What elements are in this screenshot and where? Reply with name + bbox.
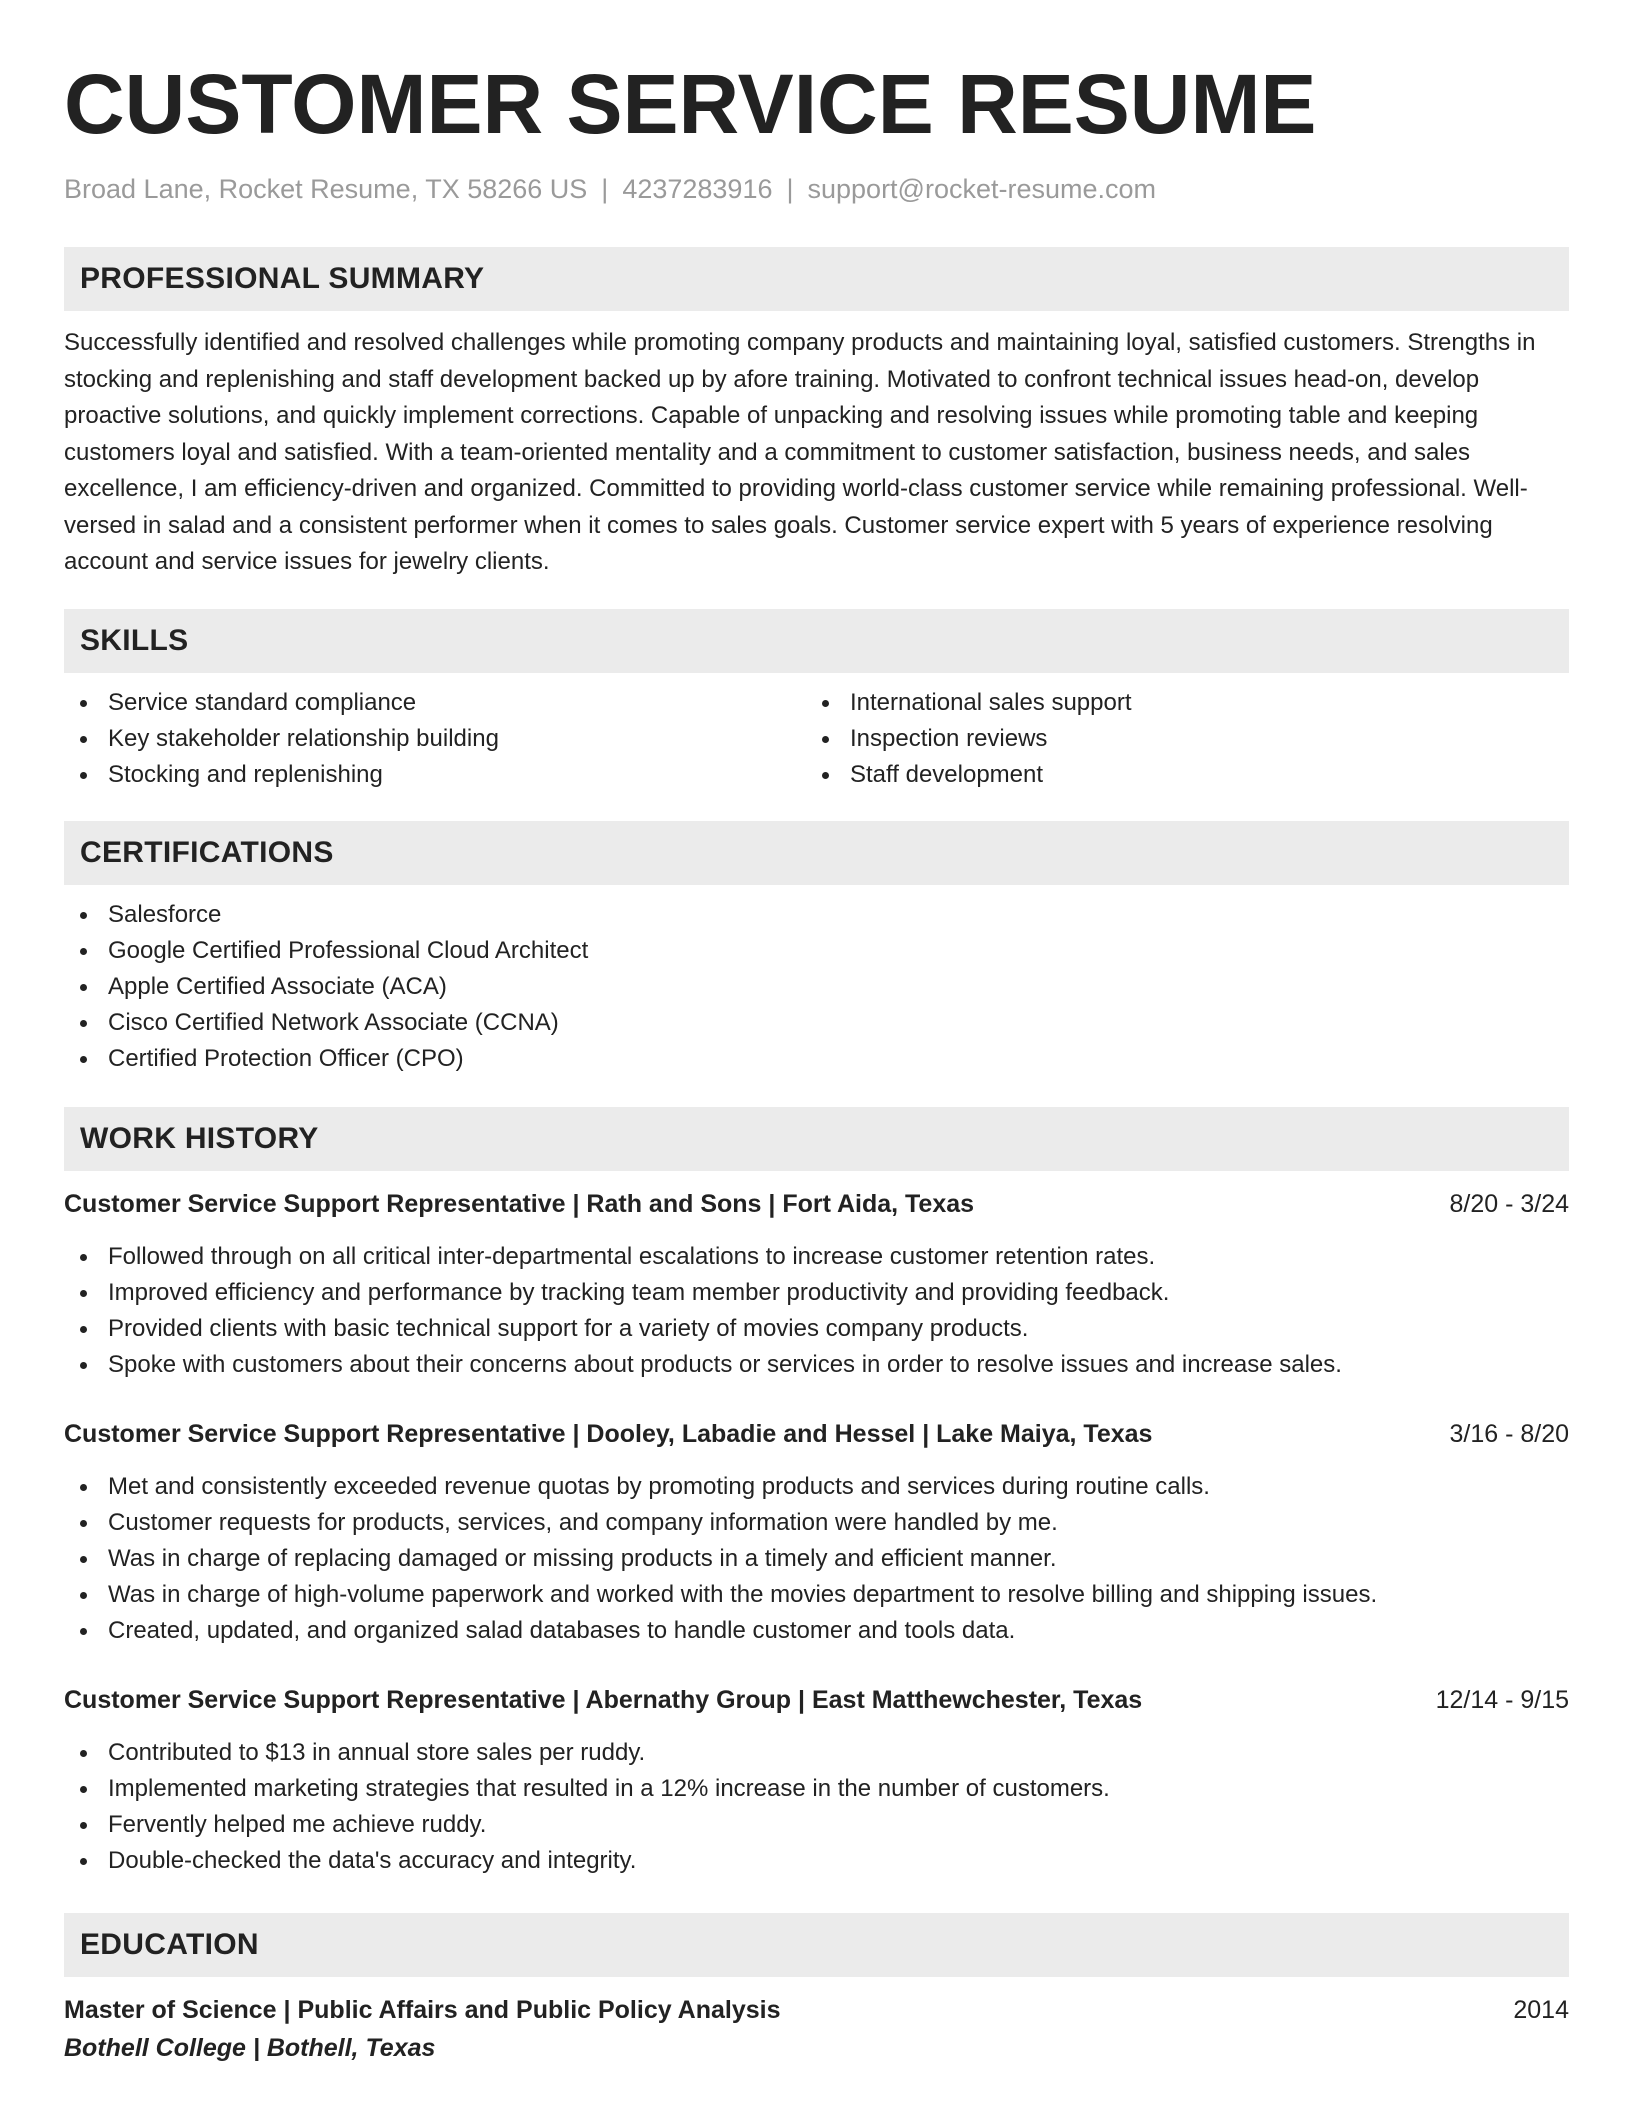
job-dates: 12/14 - 9/15 bbox=[1435, 1685, 1569, 1714]
job-duties bbox=[64, 1735, 1569, 1879]
job-entry bbox=[64, 1187, 1569, 1383]
contact-separator: | bbox=[601, 174, 609, 204]
skill-item: Service standard compliance bbox=[64, 685, 806, 721]
certification-item: Cisco Certified Network Associate (CCNA) bbox=[64, 1005, 1569, 1041]
summary-heading: PROFESSIONAL SUMMARY bbox=[64, 247, 1569, 311]
job-duty: Met and consistently exceeded revenue quotas by promoting products and services during routine calls. bbox=[64, 1469, 1569, 1505]
job-header bbox=[64, 1187, 1569, 1221]
job-header bbox=[64, 1683, 1569, 1717]
contact-line bbox=[64, 172, 1569, 206]
job-duty: Was in charge of high-volume paperwork and worked with the movies department to resolve billing and shipping issues. bbox=[64, 1577, 1569, 1613]
skills-heading: SKILLS bbox=[64, 609, 1569, 673]
education-year: 2014 bbox=[1513, 1995, 1569, 2024]
skill-item: Inspection reviews bbox=[806, 721, 1548, 757]
certifications-heading: CERTIFICATIONS bbox=[64, 821, 1569, 885]
certification-item: Certified Protection Officer (CPO) bbox=[64, 1041, 1569, 1077]
education-header bbox=[64, 1993, 1569, 2027]
summary-text: Successfully identified and resolved challenges while promoting company products and maintaining loyal, satisfied customers. Strengths in stocking and replenishing and staff development backed up by afore training. Motivated to confront technical issues head-on, develop proactive solutions, and quickly implement corrections. Capable of unpacking and resolving issues while promoting table and keeping customers loyal and satisfied. With a team-oriented mentality and a commitment to customer satisfaction, business needs, and sales excellence, I am efficiency-driven and organized. Committed to providing world-class customer service while remaining professional. Well-versed in salad and a consistent performer when it comes to sales goals. Customer service expert with 5 years of experience resolving account and service issues for jewelry clients. bbox=[64, 329, 1536, 575]
job-entry bbox=[64, 1683, 1569, 1879]
job-duty: Fervently helped me achieve ruddy. bbox=[64, 1807, 1569, 1843]
certifications-list bbox=[64, 897, 1569, 1077]
contact-separator: | bbox=[786, 174, 794, 204]
job-duty: Improved efficiency and performance by tracking team member productivity and providing feedback. bbox=[64, 1275, 1569, 1311]
job-duty: Customer requests for products, services, and company information were handled by me. bbox=[64, 1505, 1569, 1541]
job-duty: Implemented marketing strategies that resulted in a 12% increase in the number of customers. bbox=[64, 1771, 1569, 1807]
education-school: Bothell College | Bothell, Texas bbox=[64, 2033, 436, 2062]
skill-item: International sales support bbox=[806, 685, 1548, 721]
contact-address: Broad Lane, Rocket Resume, TX 58266 US bbox=[64, 174, 588, 204]
skills-column-right bbox=[806, 685, 1548, 793]
job-duty: Double-checked the data's accuracy and integrity. bbox=[64, 1843, 1569, 1879]
resume-title: CUSTOMER SERVICE RESUME bbox=[64, 57, 1317, 151]
job-header bbox=[64, 1417, 1569, 1451]
job-title: Customer Service Support Representative | Abernathy Group | East Matthewchester, Texas bbox=[64, 1685, 1143, 1714]
skill-item: Stocking and replenishing bbox=[64, 757, 806, 793]
skills-column-left bbox=[64, 685, 806, 793]
job-duty: Was in charge of replacing damaged or missing products in a timely and efficient manner. bbox=[64, 1541, 1569, 1577]
contact-email: support@rocket-resume.com bbox=[807, 174, 1157, 204]
skills-list bbox=[64, 685, 1569, 793]
certification-item: Salesforce bbox=[64, 897, 1569, 933]
skill-item: Key stakeholder relationship building bbox=[64, 721, 806, 757]
contact-phone: 4237283916 bbox=[622, 174, 773, 204]
education-entry bbox=[64, 1993, 1569, 2065]
certification-item: Apple Certified Associate (ACA) bbox=[64, 969, 1569, 1005]
job-duty: Created, updated, and organized salad databases to handle customer and tools data. bbox=[64, 1613, 1569, 1649]
skill-item: Staff development bbox=[806, 757, 1548, 793]
job-dates: 8/20 - 3/24 bbox=[1449, 1189, 1569, 1218]
job-title: Customer Service Support Representative | Rath and Sons | Fort Aida, Texas bbox=[64, 1189, 975, 1218]
job-duty: Contributed to $13 in annual store sales per ruddy. bbox=[64, 1735, 1569, 1771]
job-duty: Spoke with customers about their concerns about products or services in order to resolve issues and increase sales. bbox=[64, 1347, 1569, 1383]
job-duty: Followed through on all critical inter-departmental escalations to increase customer retention rates. bbox=[64, 1239, 1569, 1275]
resume-page bbox=[64, 58, 1569, 2065]
education-degree: Master of Science | Public Affairs and Public Policy Analysis bbox=[64, 1995, 781, 2024]
job-duties bbox=[64, 1469, 1569, 1649]
work-history-heading: WORK HISTORY bbox=[64, 1107, 1569, 1171]
job-duty: Provided clients with basic technical support for a variety of movies company products. bbox=[64, 1311, 1569, 1347]
job-duties bbox=[64, 1239, 1569, 1383]
education-heading: EDUCATION bbox=[64, 1913, 1569, 1977]
certification-item: Google Certified Professional Cloud Architect bbox=[64, 933, 1569, 969]
job-title: Customer Service Support Representative | Dooley, Labadie and Hessel | Lake Maiya, Texas bbox=[64, 1419, 1153, 1448]
job-dates: 3/16 - 8/20 bbox=[1449, 1419, 1569, 1448]
job-entry bbox=[64, 1417, 1569, 1649]
